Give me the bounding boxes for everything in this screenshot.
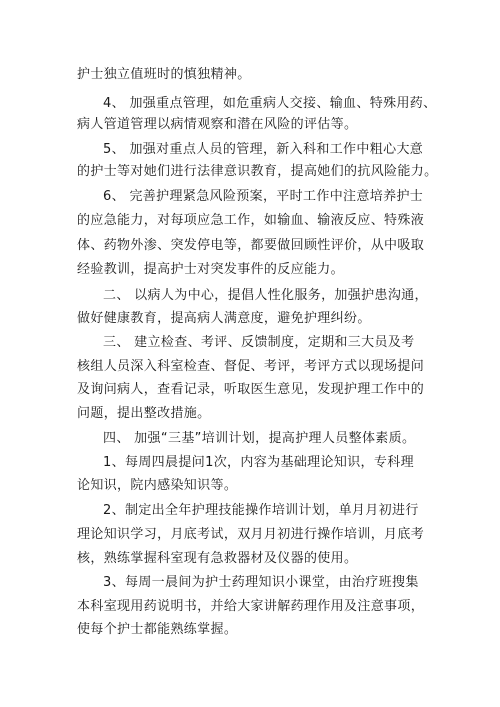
paragraph-line: 病人管道管理以病情观察和潜在风险的评估等。 [77,117,358,132]
paragraph-line: 2、制定出全年护理技能操作培训计划，单月月初进行 [103,503,419,518]
paragraph-line: 四、 加强“三基”培训计划，提高护理人员整体素质。 [103,431,416,446]
paragraph-line: 理论知识学习，月底考试，双月月初进行操作培训，月底考 [77,527,425,542]
paragraph-line: 问题，提出整改措施。 [77,406,211,421]
paragraph-line: 使每个护士都能熟练掌握。 [77,622,238,637]
paragraph-line: 6、 完善护理紧急风险预案，平时工作中注意培养护士 [103,189,424,204]
paragraph-line: 三、 建立检查、考评、反馈制度，定期和三大员及考 [103,335,415,350]
paragraph-line: 及询问病人，查看记录，听取医生意见，发现护理工作中的 [77,382,425,397]
paragraph-line: 护士独立值班时的慎独精神。 [77,67,251,82]
paragraph-line: 4、 加强重点管理，如危重病人交接、输血、特殊用药、 [103,96,437,111]
paragraph-line: 经验教训，提高护士对突发事件的反应能力。 [77,262,345,277]
paragraph-line: 5、 加强对重点人员的管理，新入科和工作中粗心大意 [103,142,424,157]
paragraph-line: 核，熟练掌握科室现有急救器材及仪器的使用。 [77,551,358,566]
paragraph-line: 体、药物外渗、突发停电等，都要做回顾性评价，从中吸取 [77,238,425,253]
paragraph-line: 1、每周四晨提问1次，内容为基础理论知识，专科理 [103,455,414,470]
paragraph-line: 论知识，院内感染知识等。 [77,478,238,493]
paragraph-line: 二、 以病人为中心，提倡人性化服务，加强护患沟通， [103,288,428,303]
paragraph-line: 3、每周一晨间为护士药理知识小课堂，由治疗班搜集 [103,575,419,590]
paragraph-line: 的护士等对她们进行法律意识教育，提高她们的抗风险能力。 [77,164,438,179]
paragraph-line: 本科室现用药说明书，并给大家讲解药理作用及注意事项， [77,599,425,614]
paragraph-line: 做好健康教育，提高病人满意度，避免护理纠纷。 [77,311,371,326]
paragraph-line: 的应急能力，对每项应急工作，如输血、输液反应、特殊液 [77,213,425,228]
paragraph-line: 核组人员深入科室检查、督促、考评，考评方式以现场提问 [77,359,425,374]
